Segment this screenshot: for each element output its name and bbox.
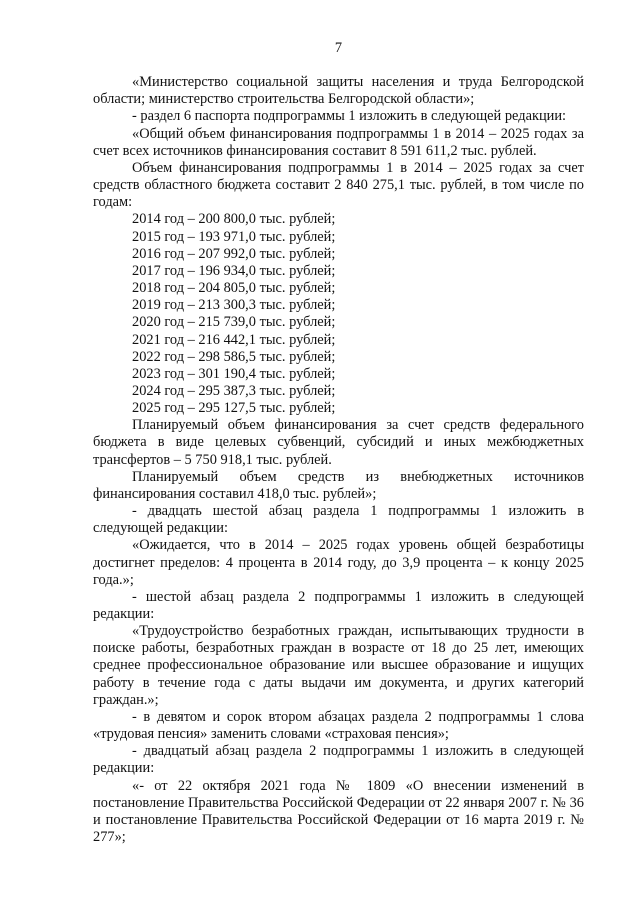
paragraph: «Министерство социальной защиты населения и труда Белгородской области; министерство строительства Белгородской области»; [93,74,584,108]
paragraph: «Общий объем финансирования подпрограммы 1 в 2014 – 2025 годах за счет всех источников финансирования составит 8 591 611,2 тыс. рублей. [93,125,584,159]
paragraph: Объем финансирования подпрограммы 1 в 2014 – 2025 годах за счет средств областного бюджета составит 2 840 275,1 тыс. рублей, в том числе по годам: [93,159,584,211]
paragraph: «Трудоустройство безработных граждан, испытывающих трудности в поиске работы, безработных граждан в возрасте от 18 до 25 лет, имеющих среднее профессиональное образование или высшее образование и ищущих работу в течение года с даты выдачи им документа, и других категорий граждан.»; [93,623,584,708]
year-item: 2019 год – 213 300,3 тыс. рублей; [132,297,336,314]
page-number: 7 [334,40,343,56]
year-item: 2022 год – 298 586,5 тыс. рублей; [132,348,336,365]
paragraph: «Ожидается, что в 2014 – 2025 годах уровень общей безработицы достигнет пределов: 4 процента в 2014 году, до 3,9 процента – к концу 2025 года.»; [93,537,584,588]
funding-by-year-list [93,211,584,417]
paragraph: - шестой абзац раздела 2 подпрограммы 1 изложить в следующей редакции: [93,588,584,622]
year-item: 2014 год – 200 800,0 тыс. рублей; [132,211,336,228]
year-item: 2020 год – 215 739,0 тыс. рублей; [132,314,336,331]
paragraph: - в девятом и сорок втором абзацах раздела 2 подпрограммы 1 слова «трудовая пенсия» заменить словами «страховая пенсия»; [93,708,584,743]
year-item: 2021 год – 216 442,1 тыс. рублей; [132,331,336,348]
paragraph: «- от 22 октября 2021 года № 1809 «О внесении изменений в постановление Правительства Российской Федерации от 22 января 2007 г. № 36 и постановление Правительства Российской Федерации от 16 марта 2019 г. № 277»; [93,777,584,846]
year-item: 2015 год – 193 971,0 тыс. рублей; [132,228,336,245]
year-item: 2016 год – 207 992,0 тыс. рублей; [132,245,336,262]
paragraph: - двадцатый абзац раздела 2 подпрограммы 1 изложить в следующей редакции: [93,743,584,777]
year-item: 2018 год – 204 805,0 тыс. рублей; [132,280,336,297]
year-item: 2024 год – 295 387,3 тыс. рублей; [132,382,336,399]
year-item: 2025 год – 295 127,5 тыс. рублей; [132,400,336,417]
year-item: 2017 год – 196 934,0 тыс. рублей; [132,262,336,279]
paragraph: Планируемый объем средств из внебюджетных источников финансирования составил 418,0 тыс. рублей»; [93,468,584,502]
year-item: 2023 год – 301 190,4 тыс. рублей; [132,365,336,382]
paragraph: - раздел 6 паспорта подпрограммы 1 изложить в следующей редакции: [132,108,567,125]
paragraph: - двадцать шестой абзац раздела 1 подпрограммы 1 изложить в следующей редакции: [93,503,584,537]
paragraph: Планируемый объем финансирования за счет средств федерального бюджета в виде целевых субвенций, субсидий и иных межбюджетных трансфертов – 5 750 918,1 тыс. рублей. [93,417,584,468]
